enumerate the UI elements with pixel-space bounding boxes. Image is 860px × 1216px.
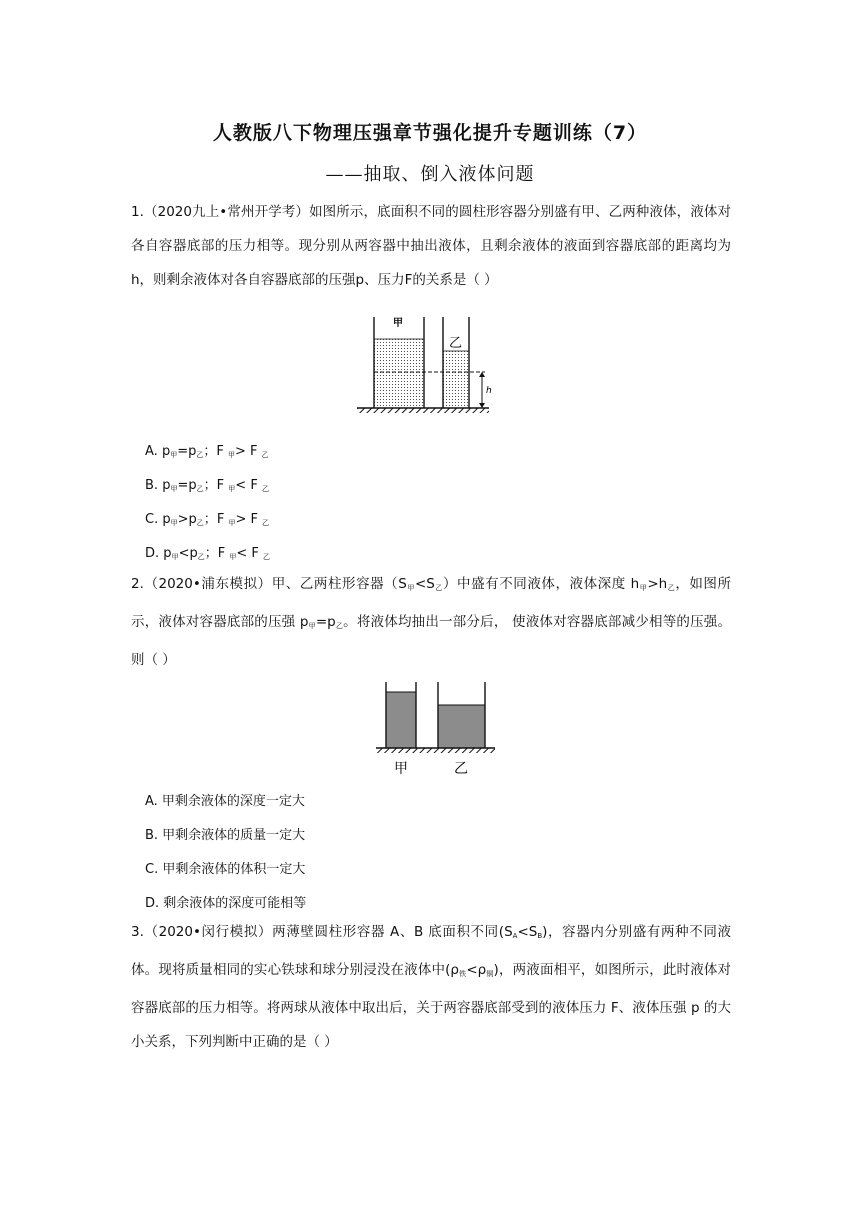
q1-option-a[interactable]: A. $p_甲=p_乙$；F $_甲$> F $_乙$ bbox=[145, 444, 269, 459]
page-title: 人教版八下物理压强章节强化提升专题训练（7） bbox=[212, 122, 648, 144]
fig2-label-jia: 甲 bbox=[394, 761, 408, 777]
liquid-jia bbox=[374, 339, 424, 408]
liquid-jia-2 bbox=[386, 692, 416, 748]
question-3-text: 3.（2020•闵行模拟）两薄壁圆柱形容器 A、B 底面积不同$(S_A<S_B)$，容器内分别盛有两种不同液体。现将质量相同的实心铁球和球分别浸没在液体中$(\rho_铁<\rho_铜)$，两液面相平，如图所示，此时液体对容器底部的压力相等。将两球从液体中取出后，关于两容器底部受到的液体压力 F、液体压强 p 的大小关系，下列判断中正确的是（ ） bbox=[131, 924, 732, 1050]
fig2-label-yi: 乙 bbox=[454, 761, 468, 777]
fig1-label-yi: 乙 bbox=[449, 336, 463, 351]
question-1-text: 1.（2020九上•常州开学考）如图所示，底面积不同的圆柱形容器分别盛有甲、乙两种液体，液体对各自容器底部的压力相等。现分别从两容器中抽出液体，且剩余液体的液面到容器底部的距离均为h，则剩余液体对各自容器底部的压强p、压力F的关系是（ ） bbox=[131, 204, 731, 288]
liquid-yi bbox=[443, 351, 469, 408]
q1-option-d[interactable]: D. $p_甲<p_乙$；F $_甲$< F $_乙$ bbox=[145, 546, 271, 561]
q1-option-c[interactable]: C. $p_甲>p_乙$；F $_甲$> F $_乙$ bbox=[145, 512, 270, 527]
page-subtitle: ——抽取、倒入液体问题 bbox=[325, 164, 535, 185]
q2-option-a[interactable]: A. 甲剩余液体的深度一定大 bbox=[145, 794, 305, 809]
question-2-text: 2.（2020•浦东模拟）甲、乙两柱形容器$(S_甲<S_乙)$中盛有不同液体，液体深度 $h_甲>h_乙$，如图所示，液体对容器底部的压强 $p_甲=p_乙$。将液体均抽出一部分后， 使液体对容器底部减少相等的压强。则（ ） bbox=[131, 576, 732, 668]
fig1-label-h: h bbox=[486, 386, 492, 396]
q1-option-b[interactable]: B. $p_甲=p_乙$；F $_甲$< F $_乙$ bbox=[145, 478, 269, 493]
question-2-figure bbox=[373, 679, 499, 777]
fig1-label-jia: 甲 bbox=[393, 318, 403, 329]
liquid-yi-2 bbox=[438, 705, 485, 748]
question-1-figure bbox=[355, 311, 505, 415]
q2-option-b[interactable]: B. 甲剩余液体的质量一定大 bbox=[145, 828, 306, 843]
q2-option-d[interactable]: D. 剩余液体的深度可能相等 bbox=[145, 896, 307, 911]
q2-option-c[interactable]: C. 甲剩余液体的体积一定大 bbox=[145, 862, 306, 877]
